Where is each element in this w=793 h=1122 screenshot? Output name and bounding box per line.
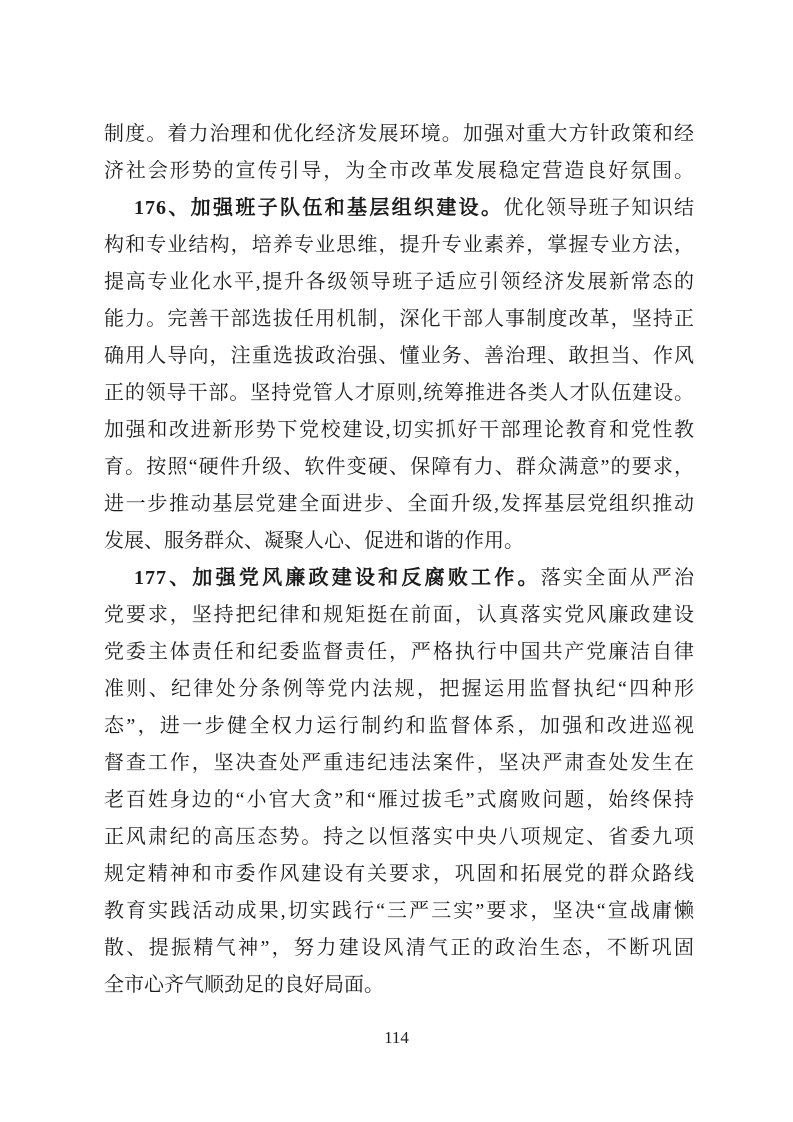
item-176-heading: 176、加强班子队伍和基层组织建设。 bbox=[134, 197, 504, 219]
body-line bbox=[104, 523, 694, 560]
line-text: 态”，进一步健全权力运行制约和监督体系，加强和改进巡视 bbox=[104, 715, 694, 737]
line-text: 育。按照“硬件升级、软件变硬、保障有力、群众满意”的要求， bbox=[104, 456, 694, 478]
body-line bbox=[104, 449, 694, 486]
line-text: 正风肃纪的高压态势。持之以恒落实中央八项规定、省委九项 bbox=[104, 826, 694, 848]
line-text: 加强和改进新形势下党校建设,切实抓好干部理论教育和党性教 bbox=[104, 419, 694, 441]
body-line bbox=[104, 375, 694, 412]
body-line bbox=[104, 264, 694, 301]
line-text: 准则、纪律处分条例等党内法规，把握运用监督执纪“四种形 bbox=[104, 678, 694, 700]
page-number: 114 bbox=[384, 1028, 409, 1047]
body-line bbox=[104, 930, 694, 967]
line-text: 教育实践活动成果,切实践行“三严三实”要求，坚决“宣战庸懒 bbox=[104, 900, 694, 922]
line-text: 发展、服务群众、凝聚人心、促进和谐的作用。 bbox=[104, 530, 524, 552]
body-line bbox=[104, 745, 694, 782]
body-line bbox=[104, 560, 694, 597]
body-line bbox=[104, 338, 694, 375]
body-line bbox=[104, 671, 694, 708]
line-text: 全市心齐气顺劲足的良好局面。 bbox=[104, 974, 384, 996]
line-text: 提高专业化水平,提升各级领导班子适应引领经济发展新常态的 bbox=[104, 271, 694, 293]
line-text: 济社会形势的宣传引导，为全市改革发展稳定营造良好氛围。 bbox=[104, 160, 694, 182]
line-text: 确用人导向，注重选拔政治强、懂业务、善治理、敢担当、作风 bbox=[104, 345, 694, 367]
body-line bbox=[104, 227, 694, 264]
body-line bbox=[104, 116, 694, 153]
body-line bbox=[104, 893, 694, 930]
line-text: 规定精神和市委作风建设有关要求，巩固和拓展党的群众路线 bbox=[104, 863, 694, 885]
line-text: 党委主体责任和纪委监督责任，严格执行中国共产党廉洁自律 bbox=[104, 641, 694, 663]
line-text: 督查工作，坚决查处严重违纪违法案件，坚决严肃查处发生在 bbox=[104, 752, 694, 774]
line-text: 党要求，坚持把纪律和规矩挺在前面，认真落实党风廉政建设 bbox=[104, 604, 694, 626]
line-text: 构和专业结构，培养专业思维，提升专业素养，掌握专业方法， bbox=[104, 234, 694, 256]
body-line bbox=[104, 301, 694, 338]
body-line bbox=[104, 486, 694, 523]
body-line bbox=[104, 597, 694, 634]
body-line bbox=[104, 819, 694, 856]
body-line bbox=[104, 634, 694, 671]
line-text: 能力。完善干部选拔任用机制，深化干部人事制度改革，坚持正 bbox=[104, 308, 694, 330]
line-text: 老百姓身边的“小官大贪”和“雁过拔毛”式腐败问题，始终保持 bbox=[104, 789, 694, 811]
line-text: 制度。着力治理和优化经济发展环境。加强对重大方针政策和经 bbox=[104, 123, 694, 145]
body-line bbox=[104, 856, 694, 893]
body-line bbox=[104, 782, 694, 819]
body-line bbox=[104, 412, 694, 449]
body-line bbox=[104, 153, 694, 190]
text-block bbox=[104, 116, 694, 1004]
item-177-heading: 177、加强党风廉政建设和反腐败工作。 bbox=[134, 567, 541, 589]
body-line bbox=[104, 967, 694, 1004]
line-text: 正的领导干部。坚持党管人才原则,统筹推进各类人才队伍建设。 bbox=[104, 382, 694, 404]
line-text: 散、提振精气神”，努力建设风清气正的政治生态，不断巩固 bbox=[104, 937, 694, 959]
body-line bbox=[104, 708, 694, 745]
line-text: 进一步推动基层党建全面进步、全面升级,发挥基层党组织推动 bbox=[104, 493, 694, 515]
line-text: 优化领导班子知识结 bbox=[503, 197, 694, 219]
body-line bbox=[104, 190, 694, 227]
line-text: 落实全面从严治 bbox=[540, 567, 694, 589]
